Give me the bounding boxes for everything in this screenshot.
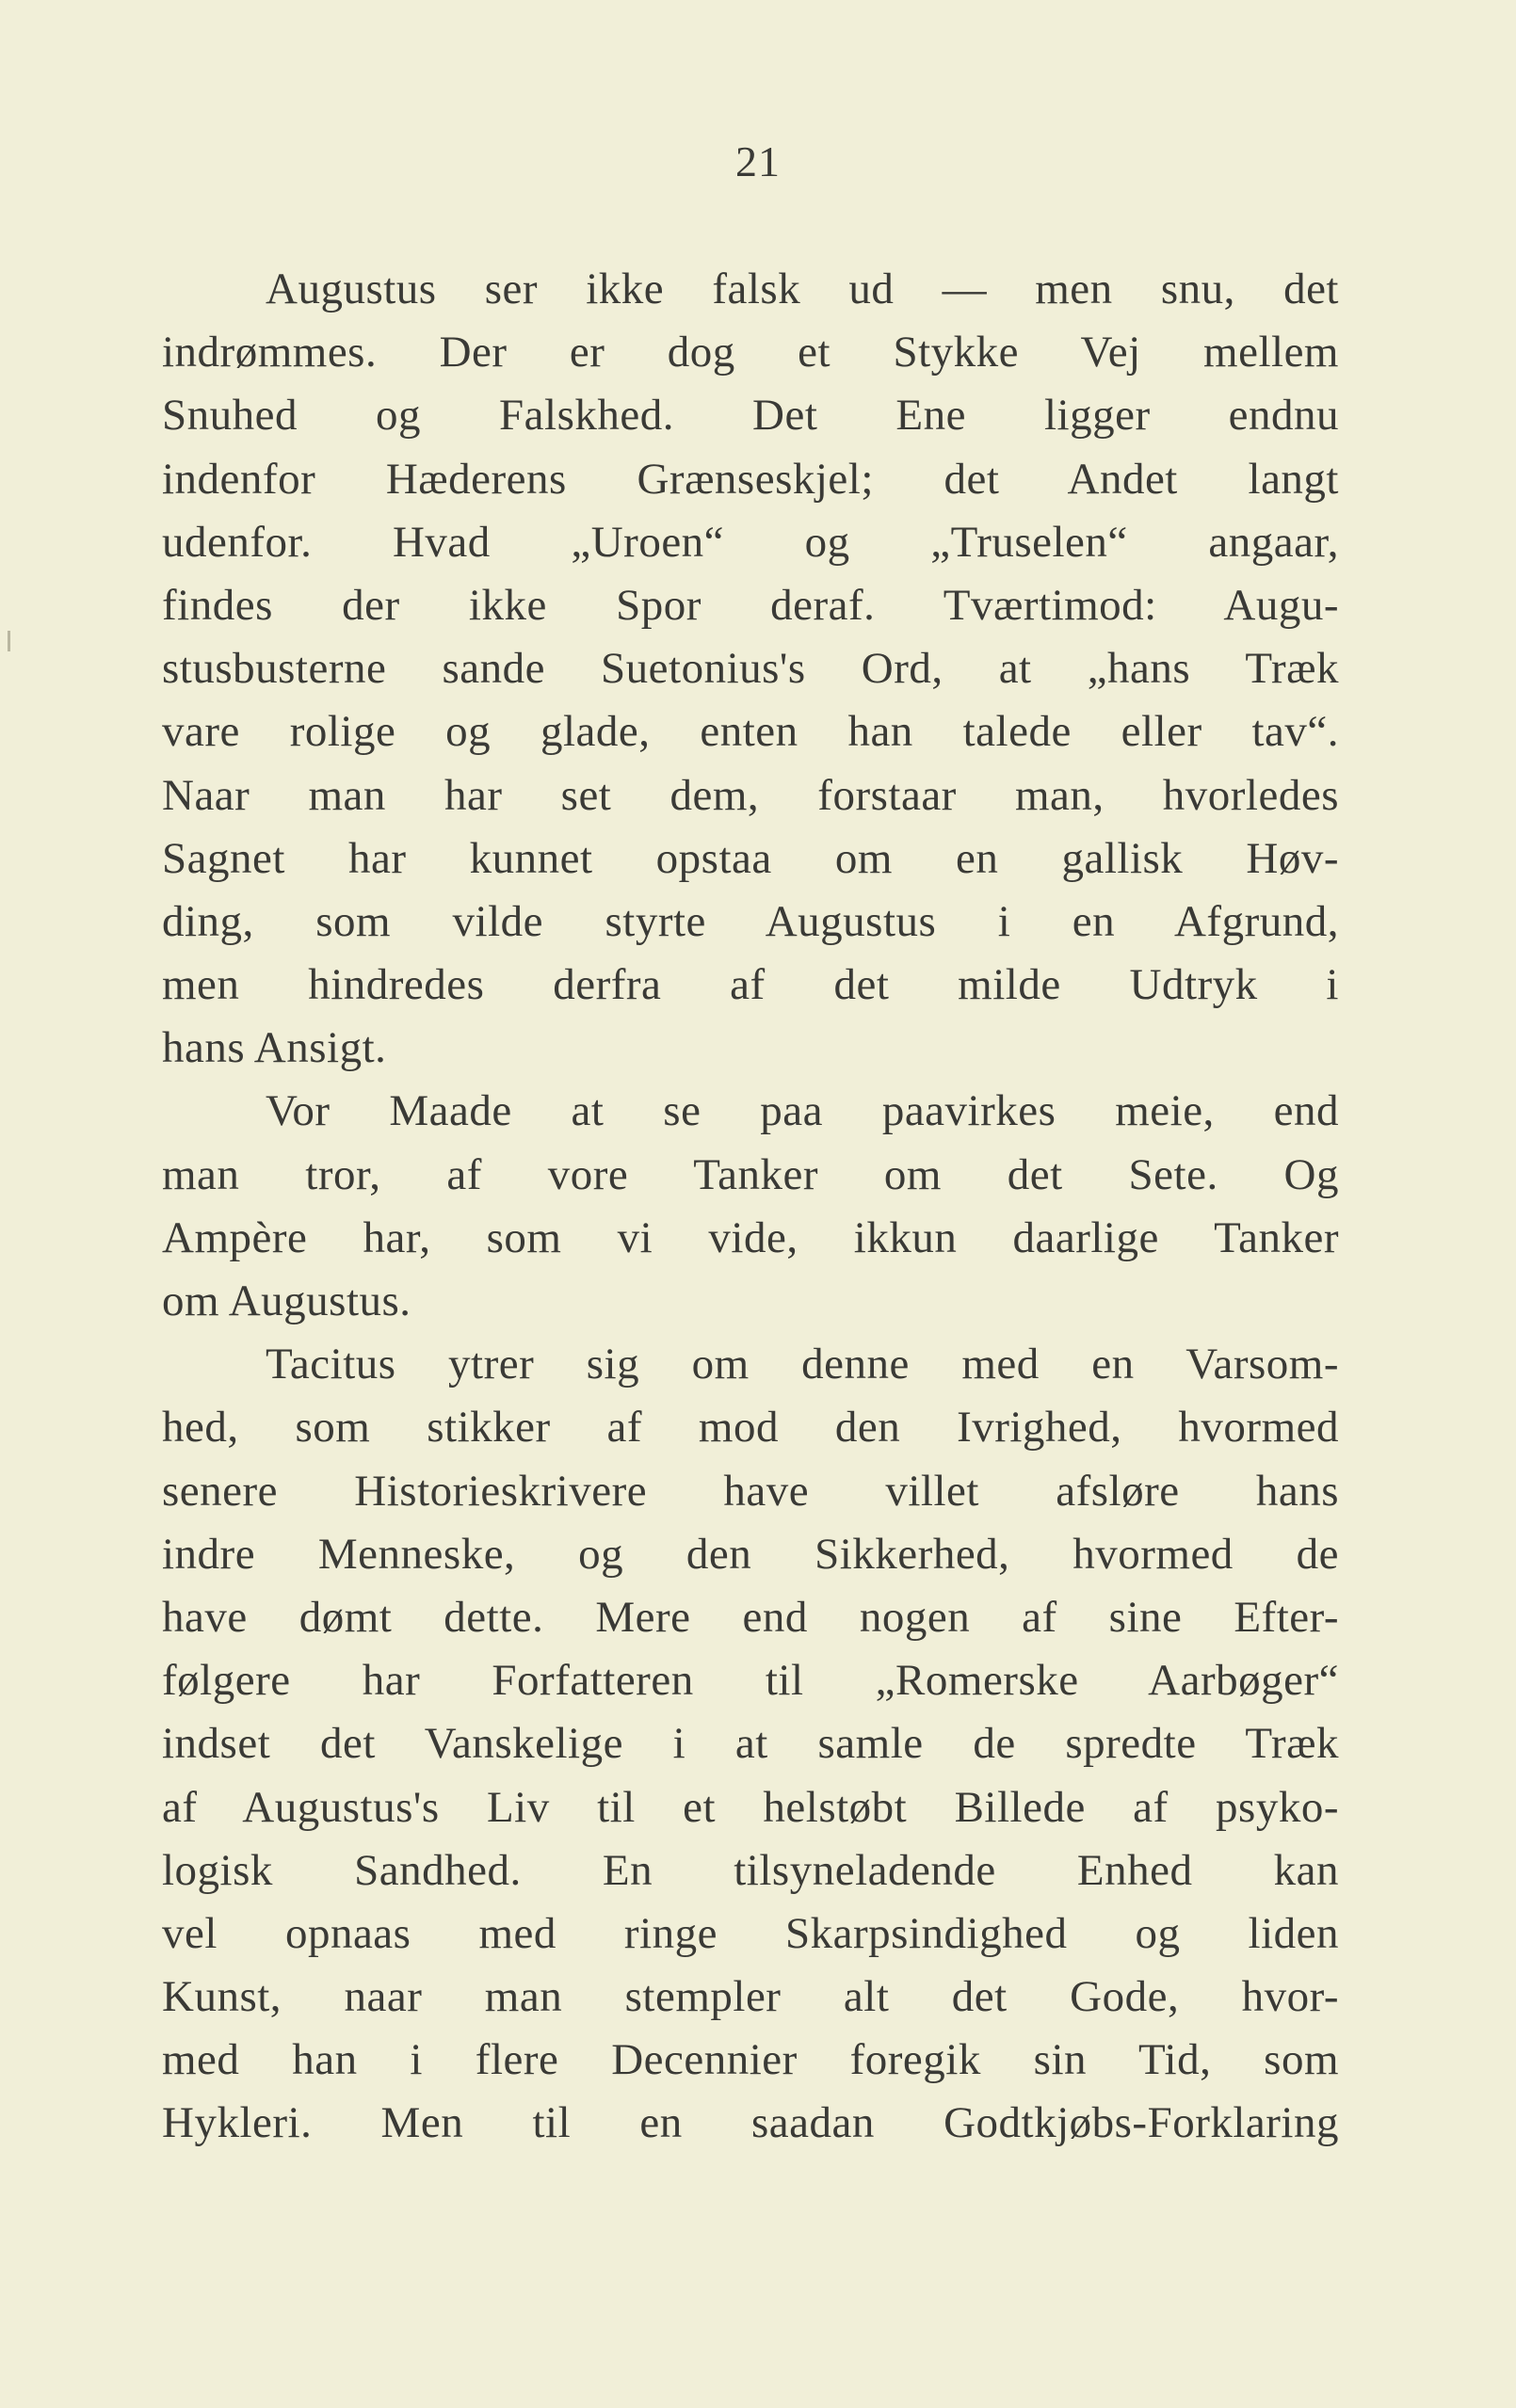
text-line: senere Historieskrivere have villet afsløre hans (162, 1466, 1339, 1516)
text-line: om Augustus. (162, 1276, 411, 1325)
text-line: indrømmes. Der er dog et Stykke Vej mellem (162, 328, 1339, 377)
text-line: men hindredes derfra af det milde Udtryk i (162, 960, 1339, 1010)
text-line: indre Menneske, og den Sikkerhed, hvormed de (162, 1529, 1339, 1579)
text-line: ding, som vilde styrte Augustus i en Afgrund, (162, 896, 1339, 946)
text-line: have dømt dette. Mere end nogen af sine Efter- (162, 1592, 1339, 1642)
text-line: findes der ikke Spor deraf. Tværtimod: Augu- (162, 580, 1339, 630)
body-text (162, 258, 1339, 2156)
page-number: 21 (735, 137, 781, 185)
text-line: udenfor. Hvad „Uroen“ og „Truselen“ angaar, (162, 517, 1339, 567)
text-line: Ampère har, som vi vide, ikkun daarlige Tanker (162, 1212, 1339, 1262)
text-line: indset det Vanskelige i at samle de spredte Træk (162, 1719, 1339, 1769)
text-line: Naar man har set dem, forstaar man, hvorledes (162, 770, 1339, 820)
text-line: hans Ansigt. (162, 1023, 387, 1073)
text-line: Hykleri. Men til en saadan Godtkjøbs-Forklaring (162, 2098, 1339, 2148)
text-line: Kunst, naar man stempler alt det Gode, hvor- (162, 1972, 1339, 2022)
text-line: man tror, af vore Tanker om det Sete. Og (162, 1149, 1339, 1199)
text-line: Tacitus ytrer sig om denne med en Varsom- (266, 1340, 1339, 1389)
margin-mark (8, 631, 10, 651)
text-line: Vor Maade at se paa paavirkes meie, end (266, 1086, 1339, 1136)
text-line: logisk Sandhed. En tilsyneladende Enhed kan (162, 1845, 1339, 1895)
text-line: vel opnaas med ringe Skarpsindighed og liden (162, 1908, 1339, 1958)
text-line: Snuhed og Falskhed. Det Ene ligger endnu (162, 391, 1339, 441)
text-line: hed, som stikker af mod den Ivrighed, hvormed (162, 1403, 1339, 1453)
text-line: indenfor Hæderens Grænseskjel; det Andet langt (162, 454, 1339, 504)
text-line: Sagnet har kunnet opstaa om en gallisk Høv- (162, 833, 1339, 883)
text-line: med han i flere Decennier foregik sin Tid, som (162, 2035, 1339, 2085)
text-line: af Augustus's Liv til et helstøbt Billede af psyko- (162, 1782, 1339, 1832)
text-line: Augustus ser ikke falsk ud — men snu, det (266, 265, 1339, 313)
text-line: vare rolige og glade, enten han talede eller tav“. (162, 707, 1339, 757)
text-line: følgere har Forfatteren til „Romerske Aarbøger“ (162, 1656, 1339, 1706)
text-line: stusbusterne sande Suetonius's Ord, at „hans Træk (162, 644, 1339, 694)
